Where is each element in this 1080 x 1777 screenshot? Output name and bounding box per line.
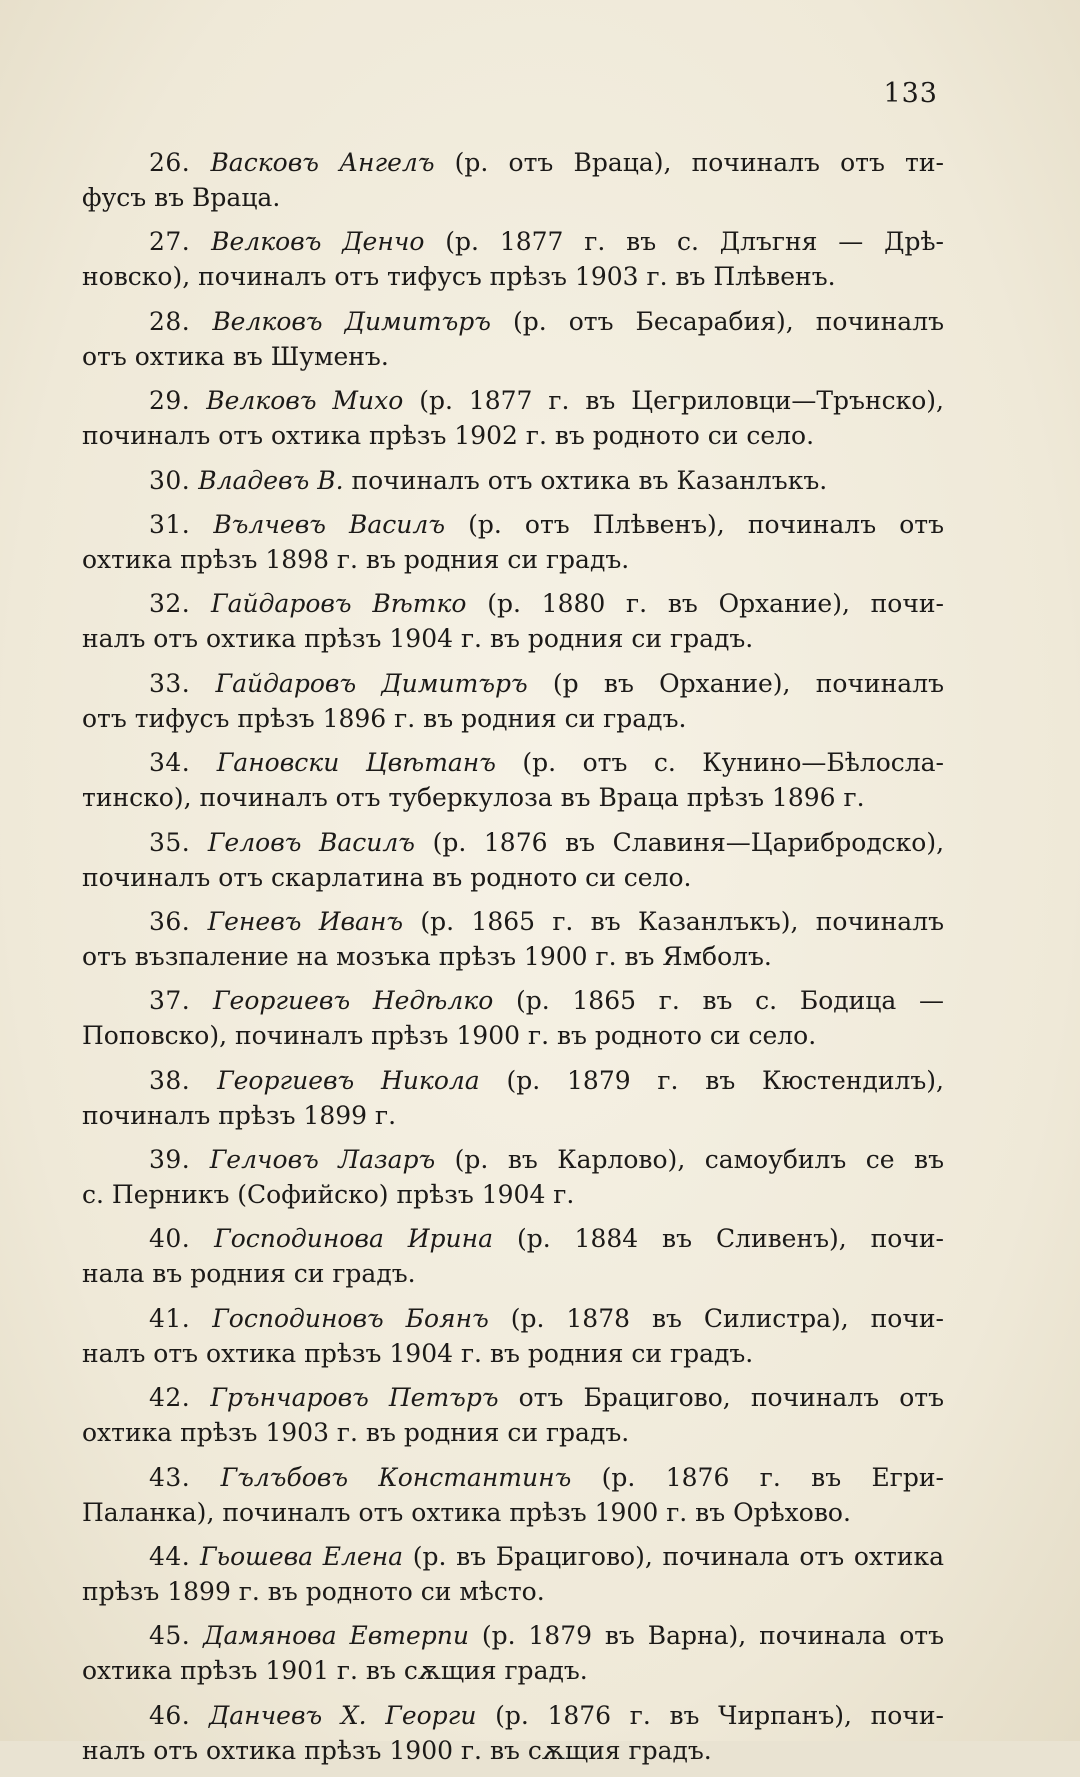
list-item bbox=[82, 224, 944, 294]
entry-first-line bbox=[82, 1460, 944, 1495]
list-item bbox=[82, 463, 944, 498]
entry-number: 32. bbox=[149, 589, 191, 619]
entry-continuation-line: починалъ отъ охтика прѣзъ 1902 г. въ родното си село. bbox=[82, 421, 815, 451]
list-item bbox=[82, 904, 944, 974]
entry-continuation-line: тинско), починалъ отъ туберкулоза въ Враца прѣзъ 1896 г. bbox=[82, 783, 865, 813]
entry-text: (р. 1884 въ Сливенъ), почи- bbox=[516, 1224, 944, 1254]
entry-continuation-line: налъ отъ охтика прѣзъ 1904 г. въ родния си градъ. bbox=[82, 1338, 754, 1368]
person-name: Гайдаровъ Вѣтко bbox=[211, 589, 467, 619]
entry-number: 33. bbox=[149, 668, 191, 698]
list-item bbox=[82, 1698, 944, 1768]
entry-text: (р. 1876 г. въ Егри- bbox=[601, 1462, 944, 1492]
list-item bbox=[82, 304, 944, 374]
entry-continuation-line: починалъ отъ скарлатина въ родното си село. bbox=[82, 862, 692, 892]
entry-first-line bbox=[82, 1301, 944, 1336]
list-item bbox=[82, 145, 944, 215]
entry-text: (р. 1865 г. въ Казанлъкъ), починалъ bbox=[420, 906, 944, 936]
entry-text: (р. 1880 г. въ Орхание), почи- bbox=[487, 589, 944, 619]
obituary-list bbox=[82, 145, 944, 1777]
entry-continuation-line: налъ отъ охтика прѣзъ 1900 г. въ сѫщия градъ. bbox=[82, 1735, 712, 1765]
entry-number: 31. bbox=[149, 509, 191, 539]
entry-first-line bbox=[82, 666, 944, 701]
entry-number: 34. bbox=[149, 748, 191, 778]
entry-number: 35. bbox=[149, 827, 191, 857]
entry-first-line bbox=[82, 1063, 944, 1098]
person-name: Господиновъ Боянъ bbox=[212, 1303, 489, 1333]
entry-first-line bbox=[82, 586, 944, 621]
entry-first-line bbox=[82, 145, 944, 180]
person-name: Гьошева Елена bbox=[199, 1542, 404, 1572]
entry-continuation-line: отъ охтика въ Шуменъ. bbox=[82, 341, 389, 371]
entry-first-line bbox=[82, 904, 944, 939]
entry-number: 42. bbox=[149, 1383, 191, 1413]
entry-number: 36. bbox=[149, 906, 191, 936]
entry-text: (р въ Орхание), починалъ bbox=[552, 668, 944, 698]
entry-text: (р. 1879 въ Варна), починала отъ bbox=[481, 1621, 944, 1651]
entry-text: (р. отъ Враца), починалъ отъ ти- bbox=[454, 148, 944, 177]
entry-continuation-line: новско), починалъ отъ тифусъ прѣзъ 1903 г. въ Плѣвенъ. bbox=[82, 262, 836, 292]
person-name: Георгиевъ Недѣлко bbox=[212, 986, 494, 1016]
entry-text: починалъ отъ охтика въ Казанлъкъ. bbox=[351, 465, 828, 495]
person-name: Геловъ Василъ bbox=[207, 827, 415, 857]
entry-first-line bbox=[82, 507, 944, 542]
entry-number: 40. bbox=[149, 1224, 191, 1254]
person-name: Грънчаровъ Петъръ bbox=[210, 1383, 499, 1413]
entry-number: 28. bbox=[149, 306, 191, 336]
entry-number: 27. bbox=[149, 227, 191, 257]
entry-number: 30. bbox=[149, 465, 191, 495]
entry-first-line bbox=[82, 1618, 944, 1653]
entry-first-line bbox=[82, 463, 944, 498]
entry-text: (р. 1878 въ Силистра), почи- bbox=[510, 1303, 944, 1333]
entry-number: 37. bbox=[149, 986, 191, 1016]
entry-text: (р. 1879 г. въ Кюстендилъ), bbox=[506, 1065, 944, 1095]
list-item bbox=[82, 1618, 944, 1688]
list-item bbox=[82, 507, 944, 577]
entry-continuation-line: Поповско), починалъ прѣзъ 1900 г. въ родното си село. bbox=[82, 1021, 817, 1051]
list-item bbox=[82, 1142, 944, 1212]
entry-number: 44. bbox=[149, 1542, 191, 1572]
list-item bbox=[82, 1063, 944, 1133]
entry-first-line bbox=[82, 383, 944, 418]
entry-continuation-line: прѣзъ 1899 г. въ родното си мѣсто. bbox=[82, 1577, 545, 1607]
person-name: Геневъ Иванъ bbox=[207, 906, 404, 936]
entry-text: (р. въ Брацигово), починала отъ охтика bbox=[412, 1542, 944, 1572]
entry-first-line bbox=[82, 1380, 944, 1415]
person-name: Данчевъ Х. Георги bbox=[208, 1700, 477, 1730]
person-name: Гайдаровъ Димитъръ bbox=[215, 668, 528, 698]
entry-first-line bbox=[82, 304, 944, 339]
list-item bbox=[82, 745, 944, 815]
person-name: Васковъ Ангелъ bbox=[210, 148, 435, 177]
entry-text: (р. въ Карлово), самоубилъ се въ bbox=[454, 1145, 944, 1175]
entry-first-line bbox=[82, 1221, 944, 1256]
person-name: Гановски Цвѣтанъ bbox=[216, 748, 496, 778]
entry-continuation-line: фусъ въ Враца. bbox=[82, 183, 281, 212]
entry-text: отъ Брацигово, починалъ отъ bbox=[518, 1383, 944, 1413]
entry-text: (р. отъ с. Кунино—Бѣлосла- bbox=[522, 748, 944, 778]
entry-first-line bbox=[82, 1539, 944, 1574]
entry-continuation-line: Паланка), починалъ отъ охтика прѣзъ 1900 г. въ Орѣхово. bbox=[82, 1497, 851, 1527]
entry-number: 43. bbox=[149, 1462, 191, 1492]
list-item bbox=[82, 383, 944, 453]
entry-continuation-line: налъ отъ охтика прѣзъ 1904 г. въ родния си градъ. bbox=[82, 624, 754, 654]
entry-text: (р. 1877 г. въ Цегриловци—Трънско), bbox=[419, 386, 944, 416]
person-name: Владевъ В. bbox=[198, 465, 344, 495]
page-number: 133 bbox=[883, 78, 938, 109]
entry-first-line bbox=[82, 1698, 944, 1733]
list-item bbox=[82, 1301, 944, 1371]
entry-continuation-line: охтика прѣзъ 1901 г. въ сѫщия градъ. bbox=[82, 1656, 588, 1686]
person-name: Гълъбовъ Константинъ bbox=[220, 1462, 572, 1492]
entry-text: (р. 1876 въ Славиня—Царибродско), bbox=[432, 827, 944, 857]
entry-first-line bbox=[82, 745, 944, 780]
list-item bbox=[82, 1221, 944, 1291]
entry-first-line bbox=[82, 1142, 944, 1177]
entry-number: 39. bbox=[149, 1145, 191, 1175]
person-name: Господинова Ирина bbox=[214, 1224, 494, 1254]
person-name: Вълчевъ Василъ bbox=[213, 509, 445, 539]
entry-continuation-line: отъ възпаление на мозъка прѣзъ 1900 г. въ Ямболъ. bbox=[82, 941, 772, 971]
list-item bbox=[82, 983, 944, 1053]
entry-first-line bbox=[82, 224, 944, 259]
person-name: Георгиевъ Никола bbox=[217, 1065, 480, 1095]
entry-continuation-line: с. Перникъ (Софийско) прѣзъ 1904 г. bbox=[82, 1180, 575, 1210]
entry-continuation-line: охтика прѣзъ 1898 г. въ родния си градъ. bbox=[82, 544, 630, 574]
entry-continuation-line: починалъ прѣзъ 1899 г. bbox=[82, 1100, 397, 1130]
entry-first-line bbox=[82, 825, 944, 860]
entry-continuation-line: нала въ родния си градъ. bbox=[82, 1259, 416, 1289]
person-name: Гелчовъ Лазаръ bbox=[209, 1145, 436, 1175]
person-name: Велковъ Михо bbox=[206, 386, 404, 416]
person-name: Дамянова Евтерпи bbox=[203, 1621, 469, 1651]
entry-continuation-line: охтика прѣзъ 1903 г. въ родния си градъ. bbox=[82, 1418, 630, 1448]
list-item bbox=[82, 666, 944, 736]
person-name: Велковъ Денчо bbox=[211, 227, 425, 257]
person-name: Велковъ Димитъръ bbox=[212, 306, 491, 336]
list-item bbox=[82, 586, 944, 656]
list-item bbox=[82, 1380, 944, 1450]
entry-continuation-line: отъ тифусъ прѣзъ 1896 г. въ родния си градъ. bbox=[82, 703, 687, 733]
entry-text: (р. 1876 г. въ Чирпанъ), почи- bbox=[495, 1700, 944, 1730]
entry-number: 26. bbox=[149, 148, 191, 177]
list-item bbox=[82, 1460, 944, 1530]
entry-text: (р. 1877 г. въ с. Длъгня — Дрѣ- bbox=[445, 227, 944, 257]
list-item bbox=[82, 825, 944, 895]
entry-number: 46. bbox=[149, 1700, 191, 1730]
entry-text: (р. отъ Плѣвенъ), починалъ отъ bbox=[468, 509, 944, 539]
list-item bbox=[82, 1539, 944, 1609]
entry-text: (р. отъ Бесарабия), починалъ bbox=[512, 306, 944, 336]
entry-text: (р. 1865 г. въ с. Бодица — bbox=[515, 986, 944, 1016]
entry-first-line bbox=[82, 983, 944, 1018]
entry-number: 45. bbox=[149, 1621, 191, 1651]
entry-number: 38. bbox=[149, 1065, 191, 1095]
entry-number: 29. bbox=[149, 386, 191, 416]
entry-number: 41. bbox=[149, 1303, 191, 1333]
